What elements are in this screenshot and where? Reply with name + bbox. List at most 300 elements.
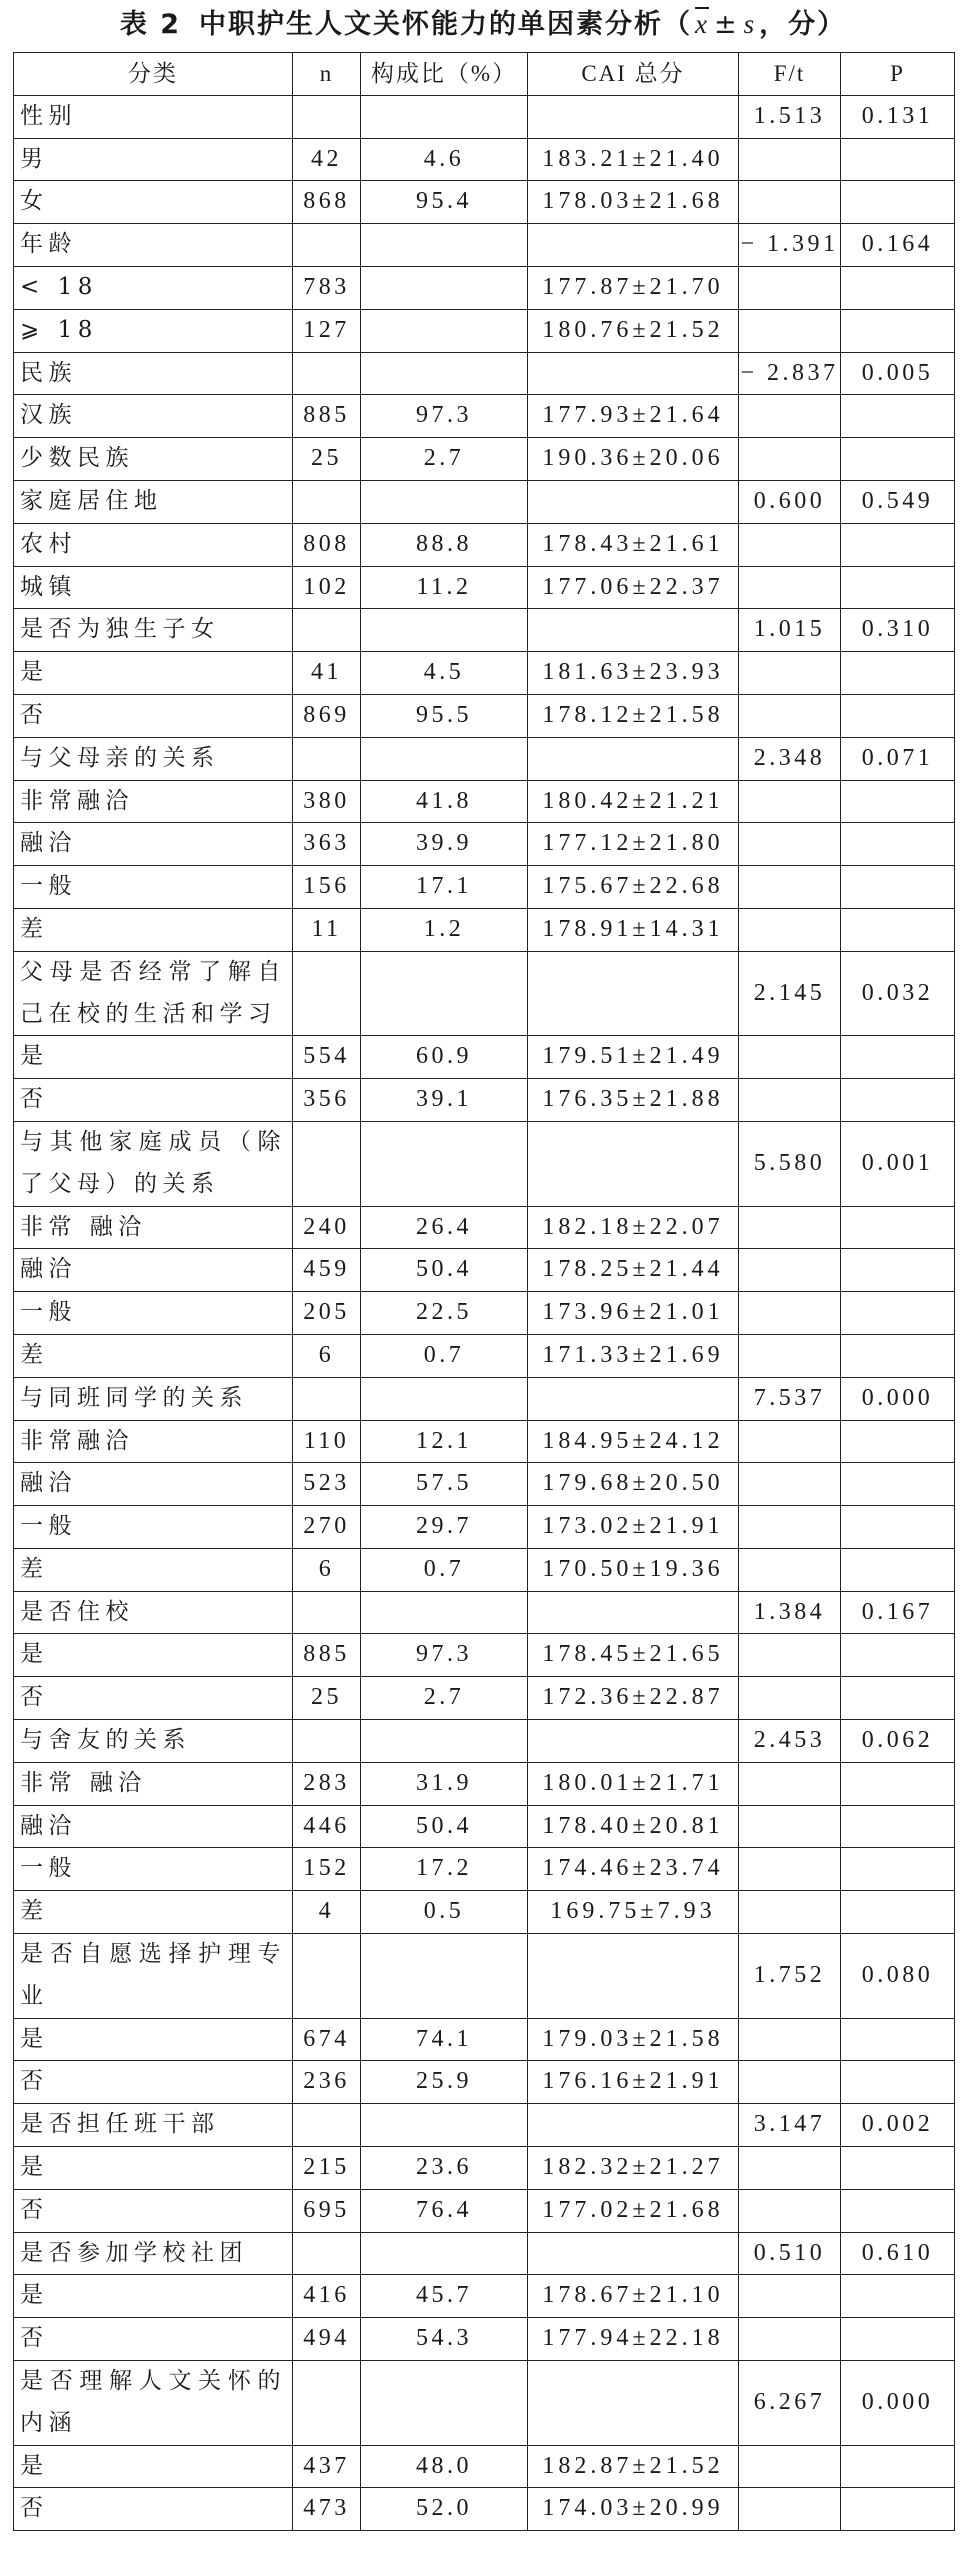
table-row: [14, 866, 955, 909]
table-row: [14, 438, 955, 481]
n-cell: 494: [293, 2318, 361, 2361]
cai-score-cell: [528, 2104, 739, 2147]
f-t-value-cell: [739, 1506, 841, 1549]
n-cell: 156: [293, 866, 361, 909]
factor-row: [14, 480, 955, 523]
p-value-cell: [841, 1079, 955, 1122]
p-value-cell: 0.164: [841, 224, 955, 267]
f-t-value-cell: 1.384: [739, 1591, 841, 1634]
p-value-cell: [841, 566, 955, 609]
percent-cell: [361, 609, 528, 652]
p-value-cell: [841, 1463, 955, 1506]
p-value-cell: [841, 2189, 955, 2232]
cai-score-cell: 180.42±21.21: [528, 780, 739, 823]
p-value-cell: [841, 1036, 955, 1079]
factor-row: [14, 1591, 955, 1634]
header-f-t: F/t: [739, 53, 841, 96]
table-row: [14, 1249, 955, 1292]
f-t-value-cell: [739, 1891, 841, 1934]
n-cell: 473: [293, 2488, 361, 2531]
f-t-value-cell: [739, 908, 841, 951]
percent-cell: 0.7: [361, 1334, 528, 1377]
f-t-value-cell: [739, 2445, 841, 2488]
percent-cell: 11.2: [361, 566, 528, 609]
cai-score-cell: [528, 609, 739, 652]
f-t-value-cell: [739, 1249, 841, 1292]
n-cell: 127: [293, 309, 361, 352]
category-cell: 差: [14, 908, 293, 951]
p-value-cell: [841, 523, 955, 566]
category-cell: 与父母亲的关系: [14, 737, 293, 780]
n-cell: 554: [293, 1036, 361, 1079]
p-value-cell: 0.549: [841, 480, 955, 523]
n-cell: 674: [293, 2018, 361, 2061]
n-cell: [293, 1377, 361, 1420]
cai-score-cell: [528, 1591, 739, 1634]
n-cell: 240: [293, 1206, 361, 1249]
category-cell: 是否担任班干部: [14, 2104, 293, 2147]
n-cell: [293, 2361, 361, 2446]
percent-cell: 60.9: [361, 1036, 528, 1079]
f-t-value-cell: [739, 138, 841, 181]
n-cell: 152: [293, 1848, 361, 1891]
percent-cell: [361, 737, 528, 780]
cai-score-cell: 174.03±20.99: [528, 2488, 739, 2531]
f-t-value-cell: [739, 1762, 841, 1805]
n-cell: 868: [293, 181, 361, 224]
f-t-value-cell: [739, 309, 841, 352]
percent-cell: 48.0: [361, 2445, 528, 2488]
n-cell: 6: [293, 1334, 361, 1377]
n-cell: 42: [293, 138, 361, 181]
percent-cell: [361, 2232, 528, 2275]
f-t-value-cell: [739, 1805, 841, 1848]
cai-score-cell: 175.67±22.68: [528, 866, 739, 909]
table-row: [14, 2018, 955, 2061]
percent-cell: 17.1: [361, 866, 528, 909]
table-row: [14, 1634, 955, 1677]
category-cell: 性别: [14, 95, 293, 138]
n-cell: 356: [293, 1079, 361, 1122]
f-t-value-cell: [739, 866, 841, 909]
f-t-value-cell: − 1.391: [739, 224, 841, 267]
cai-score-cell: 179.68±20.50: [528, 1463, 739, 1506]
p-value-cell: 0.071: [841, 737, 955, 780]
percent-cell: 54.3: [361, 2318, 528, 2361]
cai-score-cell: 177.06±22.37: [528, 566, 739, 609]
cai-score-cell: 172.36±22.87: [528, 1677, 739, 1720]
p-value-cell: [841, 181, 955, 224]
cai-score-cell: [528, 951, 739, 1036]
n-cell: 25: [293, 438, 361, 481]
p-value-cell: [841, 2147, 955, 2190]
cai-score-cell: 173.02±21.91: [528, 1506, 739, 1549]
f-t-value-cell: [739, 1079, 841, 1122]
n-cell: [293, 480, 361, 523]
category-cell: 融洽: [14, 1249, 293, 1292]
f-t-value-cell: [739, 2018, 841, 2061]
p-value-cell: 0.005: [841, 352, 955, 395]
table-row: [14, 1334, 955, 1377]
category-cell: ⩾ 18: [14, 309, 293, 352]
category-cell: 是: [14, 2018, 293, 2061]
category-cell: 一般: [14, 866, 293, 909]
f-t-value-cell: 2.348: [739, 737, 841, 780]
cai-score-cell: 182.87±21.52: [528, 2445, 739, 2488]
f-t-value-cell: [739, 1677, 841, 1720]
p-value-cell: [841, 395, 955, 438]
f-t-value-cell: [739, 780, 841, 823]
table-row: [14, 2189, 955, 2232]
p-value-cell: [841, 1548, 955, 1591]
f-t-value-cell: 1.015: [739, 609, 841, 652]
p-value-cell: 0.610: [841, 2232, 955, 2275]
table-row: [14, 1420, 955, 1463]
f-t-value-cell: [739, 2147, 841, 2190]
table-row: [14, 908, 955, 951]
n-cell: 110: [293, 1420, 361, 1463]
percent-cell: 0.7: [361, 1548, 528, 1591]
percent-cell: 22.5: [361, 1292, 528, 1335]
header-category: 分类: [14, 53, 293, 96]
f-t-value-cell: 1.513: [739, 95, 841, 138]
table-row: [14, 2318, 955, 2361]
n-cell: 885: [293, 395, 361, 438]
cai-score-cell: 179.03±21.58: [528, 2018, 739, 2061]
percent-cell: [361, 480, 528, 523]
percent-cell: 4.6: [361, 138, 528, 181]
factor-row: [14, 609, 955, 652]
factor-row: [14, 2104, 955, 2147]
p-value-cell: 0.080: [841, 1934, 955, 2019]
cai-score-cell: [528, 352, 739, 395]
percent-cell: 45.7: [361, 2275, 528, 2318]
percent-cell: 57.5: [361, 1463, 528, 1506]
n-cell: 885: [293, 1634, 361, 1677]
n-cell: 783: [293, 266, 361, 309]
cai-score-cell: 181.63±23.93: [528, 652, 739, 695]
unit-suffix: ，分）: [759, 9, 847, 40]
cai-score-cell: 179.51±21.49: [528, 1036, 739, 1079]
factor-row: [14, 1377, 955, 1420]
f-t-value-cell: [739, 2488, 841, 2531]
cai-score-cell: 178.91±14.31: [528, 908, 739, 951]
f-t-value-cell: [739, 1036, 841, 1079]
header-percent: 构成比（%）: [361, 53, 528, 96]
p-value-cell: [841, 1805, 955, 1848]
cai-score-cell: 177.02±21.68: [528, 2189, 739, 2232]
percent-cell: [361, 1720, 528, 1763]
table-row: [14, 652, 955, 695]
p-value-cell: [841, 823, 955, 866]
category-cell: 家庭居住地: [14, 480, 293, 523]
category-cell: 差: [14, 1334, 293, 1377]
cai-score-cell: [528, 1934, 739, 2019]
f-t-value-cell: [739, 566, 841, 609]
category-cell: 与同班同学的关系: [14, 1377, 293, 1420]
factor-row: [14, 951, 955, 1036]
category-cell: 一般: [14, 1506, 293, 1549]
f-t-value-cell: [739, 395, 841, 438]
category-cell: 否: [14, 694, 293, 737]
category-cell: 是否参加学校社团: [14, 2232, 293, 2275]
factor-row: [14, 95, 955, 138]
category-cell: 农村: [14, 523, 293, 566]
percent-cell: 31.9: [361, 1762, 528, 1805]
table-row: [14, 2061, 955, 2104]
f-t-value-cell: [739, 1292, 841, 1335]
cai-score-cell: [528, 224, 739, 267]
f-t-value-cell: 0.510: [739, 2232, 841, 2275]
category-cell: 少数民族: [14, 438, 293, 481]
percent-cell: 2.7: [361, 1677, 528, 1720]
p-value-cell: 0.002: [841, 2104, 955, 2147]
p-value-cell: [841, 1420, 955, 1463]
category-cell: 是否住校: [14, 1591, 293, 1634]
category-cell: 否: [14, 1079, 293, 1122]
category-cell: 是: [14, 2147, 293, 2190]
category-cell: 否: [14, 1677, 293, 1720]
p-value-cell: [841, 1762, 955, 1805]
n-cell: [293, 95, 361, 138]
percent-cell: 97.3: [361, 395, 528, 438]
cai-score-cell: 183.21±21.40: [528, 138, 739, 181]
n-cell: 459: [293, 1249, 361, 1292]
table-row: [14, 1206, 955, 1249]
category-cell: < 18: [14, 266, 293, 309]
p-value-cell: [841, 2061, 955, 2104]
n-cell: 808: [293, 523, 361, 566]
factor-row: [14, 1720, 955, 1763]
f-t-value-cell: 0.600: [739, 480, 841, 523]
cai-score-cell: 178.03±21.68: [528, 181, 739, 224]
cai-score-cell: 180.76±21.52: [528, 309, 739, 352]
factor-row: [14, 737, 955, 780]
cai-score-cell: 177.12±21.80: [528, 823, 739, 866]
cai-score-cell: 176.16±21.91: [528, 2061, 739, 2104]
percent-cell: [361, 352, 528, 395]
n-cell: 523: [293, 1463, 361, 1506]
p-value-cell: 0.062: [841, 1720, 955, 1763]
percent-cell: 2.7: [361, 438, 528, 481]
p-value-cell: [841, 780, 955, 823]
category-cell: 非常融洽: [14, 1420, 293, 1463]
table-row: [14, 1848, 955, 1891]
f-t-value-cell: 1.752: [739, 1934, 841, 2019]
p-value-cell: [841, 1891, 955, 1934]
f-t-value-cell: [739, 823, 841, 866]
n-cell: 695: [293, 2189, 361, 2232]
factor-row: [14, 2232, 955, 2275]
percent-cell: 52.0: [361, 2488, 528, 2531]
n-cell: [293, 609, 361, 652]
cai-score-cell: [528, 1377, 739, 1420]
percent-cell: [361, 1934, 528, 2019]
percent-cell: [361, 266, 528, 309]
factor-row: [14, 352, 955, 395]
category-cell: 与其他家庭成员（除了父母）的关系: [14, 1121, 293, 1206]
factor-row: [14, 1934, 955, 2019]
factor-row: [14, 1121, 955, 1206]
percent-cell: 74.1: [361, 2018, 528, 2061]
percent-cell: 23.6: [361, 2147, 528, 2190]
f-t-value-cell: [739, 266, 841, 309]
table-label: 表 2: [119, 9, 182, 40]
p-value-cell: [841, 266, 955, 309]
p-value-cell: [841, 1848, 955, 1891]
n-cell: 11: [293, 908, 361, 951]
n-cell: 25: [293, 1677, 361, 1720]
percent-cell: 95.4: [361, 181, 528, 224]
table-title: 中职护生人文关怀能力的单因素分析（: [199, 9, 693, 40]
table-row: [14, 1292, 955, 1335]
table-row: [14, 2445, 955, 2488]
p-value-cell: [841, 2445, 955, 2488]
category-cell: 否: [14, 2318, 293, 2361]
n-cell: 869: [293, 694, 361, 737]
factor-row: [14, 224, 955, 267]
percent-cell: 41.8: [361, 780, 528, 823]
p-value-cell: 0.167: [841, 1591, 955, 1634]
p-value-cell: [841, 1334, 955, 1377]
category-cell: 是: [14, 1036, 293, 1079]
p-value-cell: [841, 1249, 955, 1292]
category-cell: 是: [14, 1634, 293, 1677]
cai-score-cell: 170.50±19.36: [528, 1548, 739, 1591]
percent-cell: 39.1: [361, 1079, 528, 1122]
percent-cell: 97.3: [361, 1634, 528, 1677]
percent-cell: [361, 95, 528, 138]
n-cell: 270: [293, 1506, 361, 1549]
table-row: [14, 566, 955, 609]
table-row: [14, 1805, 955, 1848]
table-row: [14, 2147, 955, 2190]
table-row: [14, 266, 955, 309]
percent-cell: 95.5: [361, 694, 528, 737]
f-t-value-cell: 3.147: [739, 2104, 841, 2147]
f-t-value-cell: [739, 694, 841, 737]
cai-score-cell: 173.96±21.01: [528, 1292, 739, 1335]
f-t-value-cell: [739, 438, 841, 481]
percent-cell: [361, 1377, 528, 1420]
n-cell: 4: [293, 1891, 361, 1934]
n-cell: 41: [293, 652, 361, 695]
percent-cell: 17.2: [361, 1848, 528, 1891]
p-value-cell: 0.000: [841, 1377, 955, 1420]
f-t-value-cell: [739, 1420, 841, 1463]
cai-score-cell: [528, 95, 739, 138]
percent-cell: 12.1: [361, 1420, 528, 1463]
plus-minus-symbol: ±: [714, 9, 739, 40]
table-row: [14, 823, 955, 866]
table-row: [14, 1506, 955, 1549]
f-t-value-cell: [739, 2189, 841, 2232]
cai-score-cell: 177.87±21.70: [528, 266, 739, 309]
n-cell: [293, 951, 361, 1036]
cai-score-cell: 178.45±21.65: [528, 1634, 739, 1677]
p-value-cell: [841, 1292, 955, 1335]
p-value-cell: 0.310: [841, 609, 955, 652]
p-value-cell: [841, 694, 955, 737]
category-cell: 城镇: [14, 566, 293, 609]
p-value-cell: 0.131: [841, 95, 955, 138]
f-t-value-cell: − 2.837: [739, 352, 841, 395]
p-value-cell: [841, 866, 955, 909]
percent-cell: 50.4: [361, 1805, 528, 1848]
category-cell: 是: [14, 2275, 293, 2318]
percent-cell: 1.2: [361, 908, 528, 951]
table-row: [14, 1762, 955, 1805]
category-cell: 汉族: [14, 395, 293, 438]
cai-score-cell: 174.46±23.74: [528, 1848, 739, 1891]
f-t-value-cell: [739, 181, 841, 224]
n-cell: [293, 352, 361, 395]
cai-score-cell: 184.95±24.12: [528, 1420, 739, 1463]
n-cell: 236: [293, 2061, 361, 2104]
percent-cell: 4.5: [361, 652, 528, 695]
f-t-value-cell: [739, 1463, 841, 1506]
p-value-cell: [841, 438, 955, 481]
category-cell: 一般: [14, 1292, 293, 1335]
cai-score-cell: 190.36±20.06: [528, 438, 739, 481]
cai-score-cell: [528, 1121, 739, 1206]
f-t-value-cell: [739, 523, 841, 566]
category-cell: 差: [14, 1891, 293, 1934]
f-t-value-cell: [739, 652, 841, 695]
cai-score-cell: [528, 2361, 739, 2446]
n-cell: 416: [293, 2275, 361, 2318]
n-cell: 102: [293, 566, 361, 609]
n-cell: 283: [293, 1762, 361, 1805]
cai-score-cell: 182.18±22.07: [528, 1206, 739, 1249]
n-cell: 205: [293, 1292, 361, 1335]
table-row: [14, 1463, 955, 1506]
n-cell: [293, 1934, 361, 2019]
f-t-value-cell: 6.267: [739, 2361, 841, 2446]
category-cell: 否: [14, 2189, 293, 2232]
cai-score-cell: 180.01±21.71: [528, 1762, 739, 1805]
category-cell: 融洽: [14, 1805, 293, 1848]
f-t-value-cell: 5.580: [739, 1121, 841, 1206]
category-cell: 差: [14, 1548, 293, 1591]
percent-cell: 50.4: [361, 1249, 528, 1292]
category-cell: 一般: [14, 1848, 293, 1891]
p-value-cell: [841, 2488, 955, 2531]
factor-row: [14, 2361, 955, 2446]
n-cell: 215: [293, 2147, 361, 2190]
table-row: [14, 2275, 955, 2318]
p-value-cell: [841, 1206, 955, 1249]
cai-score-cell: [528, 737, 739, 780]
category-cell: 非常融洽: [14, 780, 293, 823]
header-cai-score: CAI 总分: [528, 53, 739, 96]
table-row: [14, 523, 955, 566]
n-cell: [293, 1121, 361, 1206]
p-value-cell: [841, 2318, 955, 2361]
percent-cell: 39.9: [361, 823, 528, 866]
n-cell: 437: [293, 2445, 361, 2488]
category-cell: 融洽: [14, 1463, 293, 1506]
f-t-value-cell: 7.537: [739, 1377, 841, 1420]
category-cell: 融洽: [14, 823, 293, 866]
percent-cell: [361, 224, 528, 267]
p-value-cell: [841, 652, 955, 695]
cai-score-cell: 177.94±22.18: [528, 2318, 739, 2361]
p-value-cell: [841, 1677, 955, 1720]
f-t-value-cell: 2.145: [739, 951, 841, 1036]
p-value-cell: [841, 2275, 955, 2318]
univariate-analysis-table: [13, 52, 955, 2531]
